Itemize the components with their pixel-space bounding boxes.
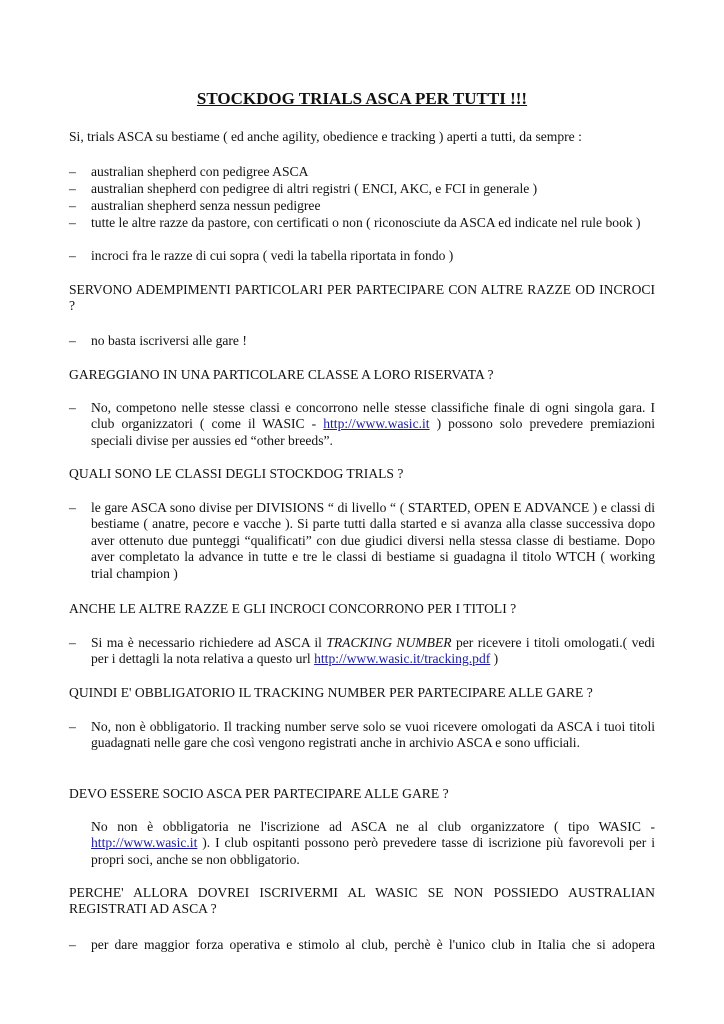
- dash-bullet: –: [69, 248, 76, 263]
- list-item: [69, 181, 655, 197]
- list-item-text: australian shepherd con pedigree ASCA: [91, 164, 309, 179]
- answer-paragraph: [91, 819, 655, 868]
- answer-item: [69, 400, 655, 449]
- question-heading: SERVONO ADEMPIMENTI PARTICOLARI PER PARTECIPARE CON ALTRE RAZZE OD INCROCI ?: [69, 282, 655, 314]
- answer-text-part: No, competono nelle stesse classi e concorrono nelle stesse classifiche finale di ogni singola gara. I club organizzatori ( come il WASIC -: [91, 400, 655, 432]
- answer-item: [69, 937, 655, 953]
- question-heading: QUINDI E' OBBLIGATORIO IL TRACKING NUMBER PER PARTECIPARE ALLE GARE ?: [69, 685, 593, 700]
- question-heading: ANCHE LE ALTRE RAZZE E GLI INCROCI CONCORRONO PER I TITOLI ?: [69, 601, 517, 616]
- intro-paragraph: Si, trials ASCA su bestiame ( ed anche agility, obedience e tracking ) aperti a tutti, da sempre :: [69, 129, 582, 144]
- answer-item: [69, 635, 655, 668]
- page-title: STOCKDOG TRIALS ASCA PER TUTTI !!!: [196, 89, 528, 108]
- question-heading: QUALI SONO LE CLASSI DEGLI STOCKDOG TRIALS ?: [69, 466, 404, 481]
- answer-text-part: ). I club ospitanti possono però prevedere tasse di iscrizione più favorevoli per i propri soci, anche se non obbligatorio.: [91, 835, 655, 867]
- answer-text-part: No non è obbligatoria ne l'iscrizione ad ASCA ne al club organizzatore ( tipo WASIC -: [91, 819, 655, 834]
- answer-text: [91, 400, 655, 449]
- question-heading: DEVO ESSERE SOCIO ASCA PER PARTECIPARE ALLE GARE ?: [69, 786, 449, 801]
- list-item-text: incroci fra le razze di cui sopra ( vedi la tabella riportata in fondo ): [91, 248, 454, 263]
- question-heading: PERCHE' ALLORA DOVREI ISCRIVERMI AL WASIC SE NON POSSIEDO AUSTRALIAN REGISTRATI AD ASCA ?: [69, 885, 655, 917]
- list-item-text: australian shepherd con pedigree di altri registri ( ENCI, AKC, e FCI in generale ): [91, 181, 538, 196]
- question-heading: GAREGGIANO IN UNA PARTICOLARE CLASSE A LORO RISERVATA ?: [69, 367, 494, 382]
- answer-text-part: ): [490, 651, 499, 667]
- dash-bullet: –: [69, 164, 76, 179]
- dash-bullet: –: [69, 719, 76, 734]
- list-item: [69, 215, 655, 231]
- answer-text-part: per ricevere i titoli omologati.( vedi per i dettagli la nota relativa a questo url: [91, 635, 655, 667]
- tracking-pdf-link[interactable]: http://www.wasic.it/tracking.pdf: [314, 651, 491, 667]
- answer-item: [69, 719, 655, 752]
- answer-text: no basta iscriversi alle gare !: [91, 333, 247, 348]
- dash-bullet: –: [69, 198, 76, 213]
- answer-text-part: Si ma è necessario richiedere ad ASCA il: [91, 635, 327, 650]
- tracking-number-emphasis: TRACKING NUMBER: [326, 635, 452, 650]
- dash-bullet: –: [69, 400, 76, 415]
- wasic-link[interactable]: http://www.wasic.it: [91, 835, 198, 851]
- list-item: [69, 248, 655, 264]
- dash-bullet: –: [69, 635, 76, 650]
- answer-text: per dare maggior forza operativa e stimolo al club, perchè è l'unico club in Italia che si adopera: [91, 937, 655, 952]
- answer-item: [69, 500, 655, 582]
- list-item-text: tutte le altre razze da pastore, con certificati o non ( riconosciute da ASCA ed indicate nel rule book ): [91, 215, 641, 230]
- answer-item: [69, 333, 655, 349]
- wasic-link[interactable]: http://www.wasic.it: [323, 416, 430, 432]
- answer-text: [91, 635, 655, 668]
- dash-bullet: –: [69, 215, 76, 230]
- list-item-text: australian shepherd senza nessun pedigree: [91, 198, 321, 213]
- dash-bullet: –: [69, 333, 76, 348]
- dash-bullet: –: [69, 181, 76, 196]
- dash-bullet: –: [69, 937, 76, 952]
- list-item: [69, 164, 655, 180]
- list-item: [69, 198, 655, 214]
- dash-bullet: –: [69, 500, 76, 515]
- answer-text: No, non è obbligatorio. Il tracking number serve solo se vuoi ricevere omologati da ASCA i tuoi titoli guadagnati nelle gare che così vengono registrati anche in archivio ASCA e sono ufficiali.: [91, 719, 655, 751]
- answer-text-part: ) possono solo prevedere premiazioni speciali divise per aussies ed “other breeds”.: [91, 416, 656, 448]
- answer-text: le gare ASCA sono divise per DIVISIONS “ di livello “ ( STARTED, OPEN E ADVANCE ) e classi di bestiame ( anatre, pecore e vacche ). Si parte tutti dalla started e si avanza alla classe successiva dopo aver ottenuto due punteggi “qualificati” con due giudici diversi nella stessa classe di bestiame. Dopo aver completato la advance in tutte e tre le classi di bestiame si guadagna il titolo WTCH ( working trial champion ): [91, 500, 655, 581]
